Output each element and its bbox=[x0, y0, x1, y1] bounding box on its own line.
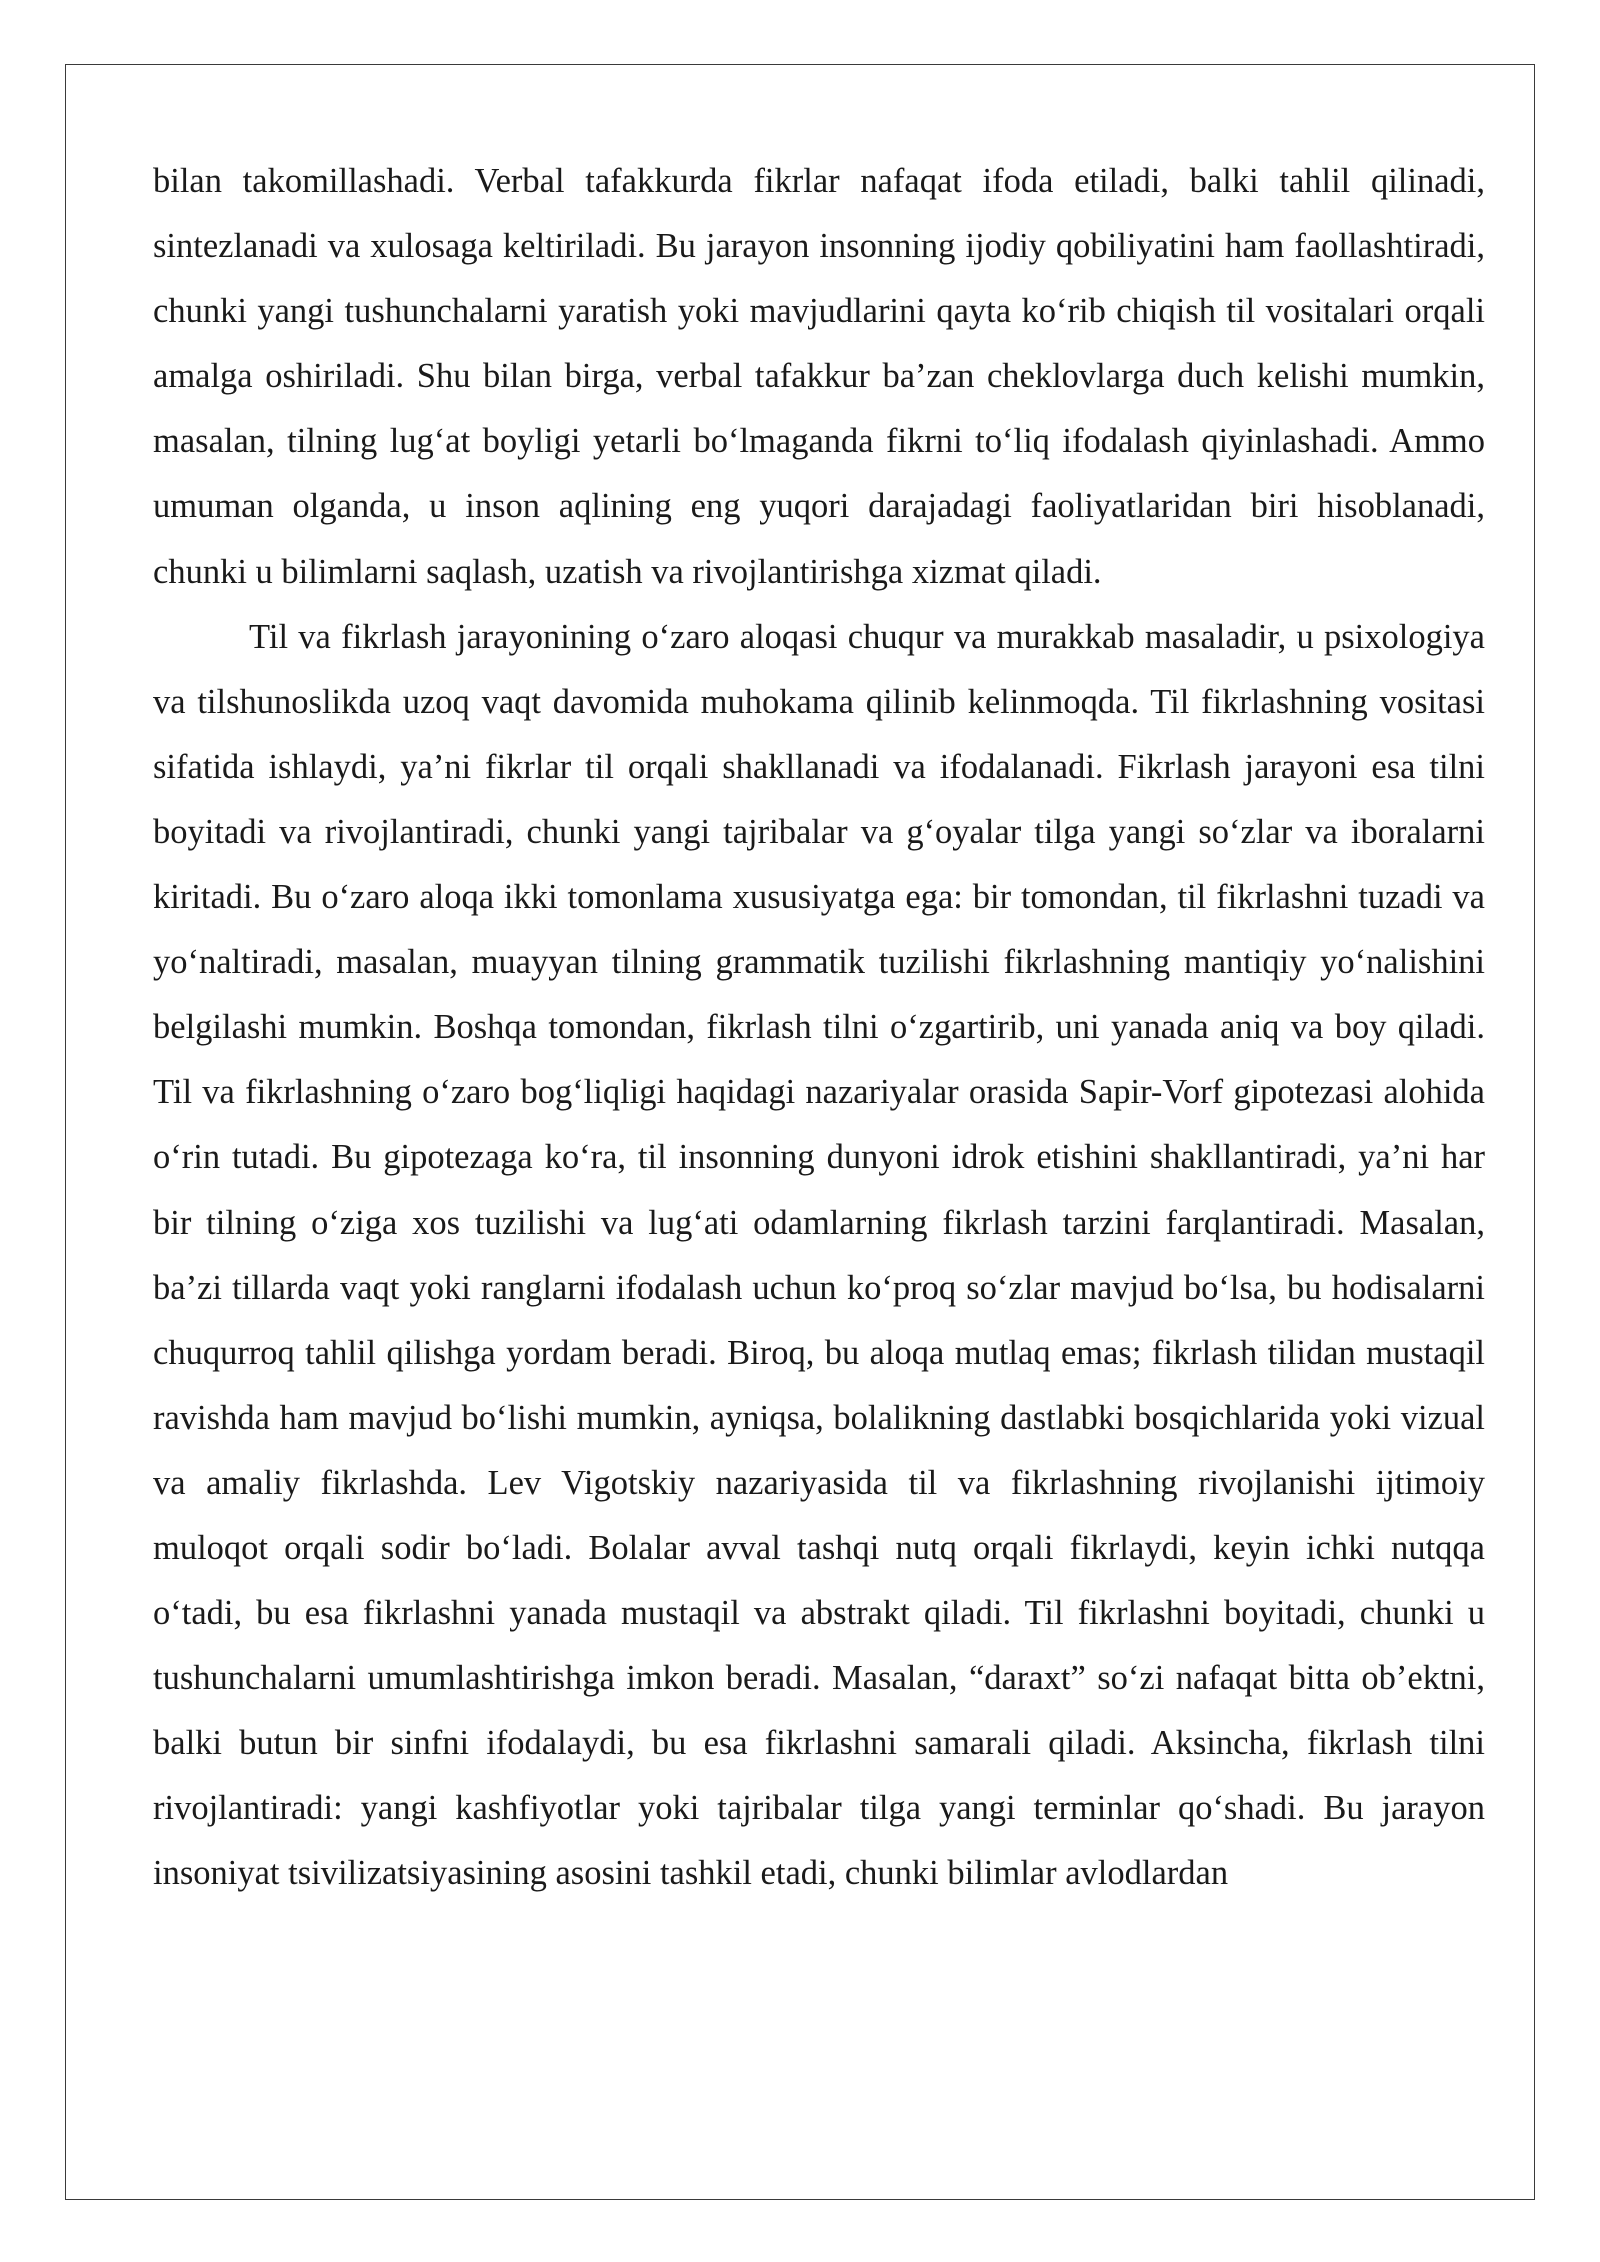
paragraph-continuation: bilan takomillashadi. Verbal tafakkurda fikrlar nafaqat ifoda etiladi, balki tahlil qilinadi, sintezlanadi va xulosaga keltiriladi. Bu jarayon insonning ijodiy qobiliyatini ham faollashtiradi, chunki yangi tushunchalarni yaratish yoki mavjudlarini qayta ko‘rib chiqish til vositalari orqali amalga oshiriladi. Shu bilan birga, verbal tafakkur ba’zan cheklovlarga duch kelishi mumkin, masalan, tilning lug‘at boyligi yetarli bo‘lmaganda fikrni to‘liq ifodalash qiyinlashadi. Ammo umuman olganda, u inson aqlining eng yuqori darajadagi faoliyatlaridan biri hisoblanadi, chunki u bilimlarni saqlash, uzatish va rivojlantirishga xizmat qiladi. bbox=[153, 162, 1485, 591]
paragraph-language-thought: Til va fikrlash jarayonining o‘zaro aloqasi chuqur va murakkab masaladir, u psixologiya va tilshunoslikda uzoq vaqt davomida muhokama qilinib kelinmoqda. Til fikrlashning vositasi sifatida ishlaydi, ya’ni fikrlar til orqali shakllanadi va ifodalanadi. Fikrlash jarayoni esa tilni boyitadi va rivojlantiradi, chunki yangi tajribalar va g‘oyalar tilga yangi so‘zlar va iboralarni kiritadi. Bu o‘zaro aloqa ikki tomonlama xususiyatga ega: bir tomondan, til fikrlashni tuzadi va yo‘naltiradi, masalan, muayyan tilning grammatik tuzilishi fikrlashning mantiqiy yo‘nalishini belgilashi mumkin. Boshqa tomondan, fikrlash tilni o‘zgartirib, uni yanada aniq va boy qiladi. Til va fikrlashning o‘zaro bog‘liqligi haqidagi nazariyalar orasida Sapir-Vorf gipotezasi alohida o‘rin tutadi. Bu gipotezaga ko‘ra, til insonning dunyoni idrok etishini shakllantiradi, ya’ni har bir tilning o‘ziga xos tuzilishi va lug‘ati odamlarning fikrlash tarzini farqlantiradi. Masalan, ba’zi tillarda vaqt yoki ranglarni ifodalash uchun ko‘proq so‘zlar mavjud bo‘lsa, bu hodisalarni chuqurroq tahlil qilishga yordam beradi. Biroq, bu aloqa mutlaq emas; fikrlash tilidan mustaqil ravishda ham mavjud bo‘lishi mumkin, ayniqsa, bolalikning dastlabki bosqichlarida yoki vizual va amaliy fikrlashda. Lev Vigotskiy nazariyasida til va fikrlashning rivojlanishi ijtimoiy muloqot orqali sodir bo‘ladi. Bolalar avval tashqi nutq orqali fikrlaydi, keyin ichki nutqqa o‘tadi, bu esa fikrlashni yanada mustaqil va abstrakt qiladi. Til fikrlashni boyitadi, chunki u tushunchalarni umumlashtirishga imkon beradi. Masalan, “daraxt” so‘zi nafaqat bitta ob’ektni, balki butun bir sinfni ifodalaydi, bu esa fikrlashni samarali qiladi. Aksincha, fikrlash tilni rivojlantiradi: yangi kashfiyotlar yoki tajribalar tilga yangi terminlar qo‘shadi. Bu jarayon insoniyat tsivilizatsiyasining asosini tashkil etadi, chunki bilimlar avlodlardan bbox=[153, 617, 1485, 1893]
document-body bbox=[153, 149, 1485, 1907]
